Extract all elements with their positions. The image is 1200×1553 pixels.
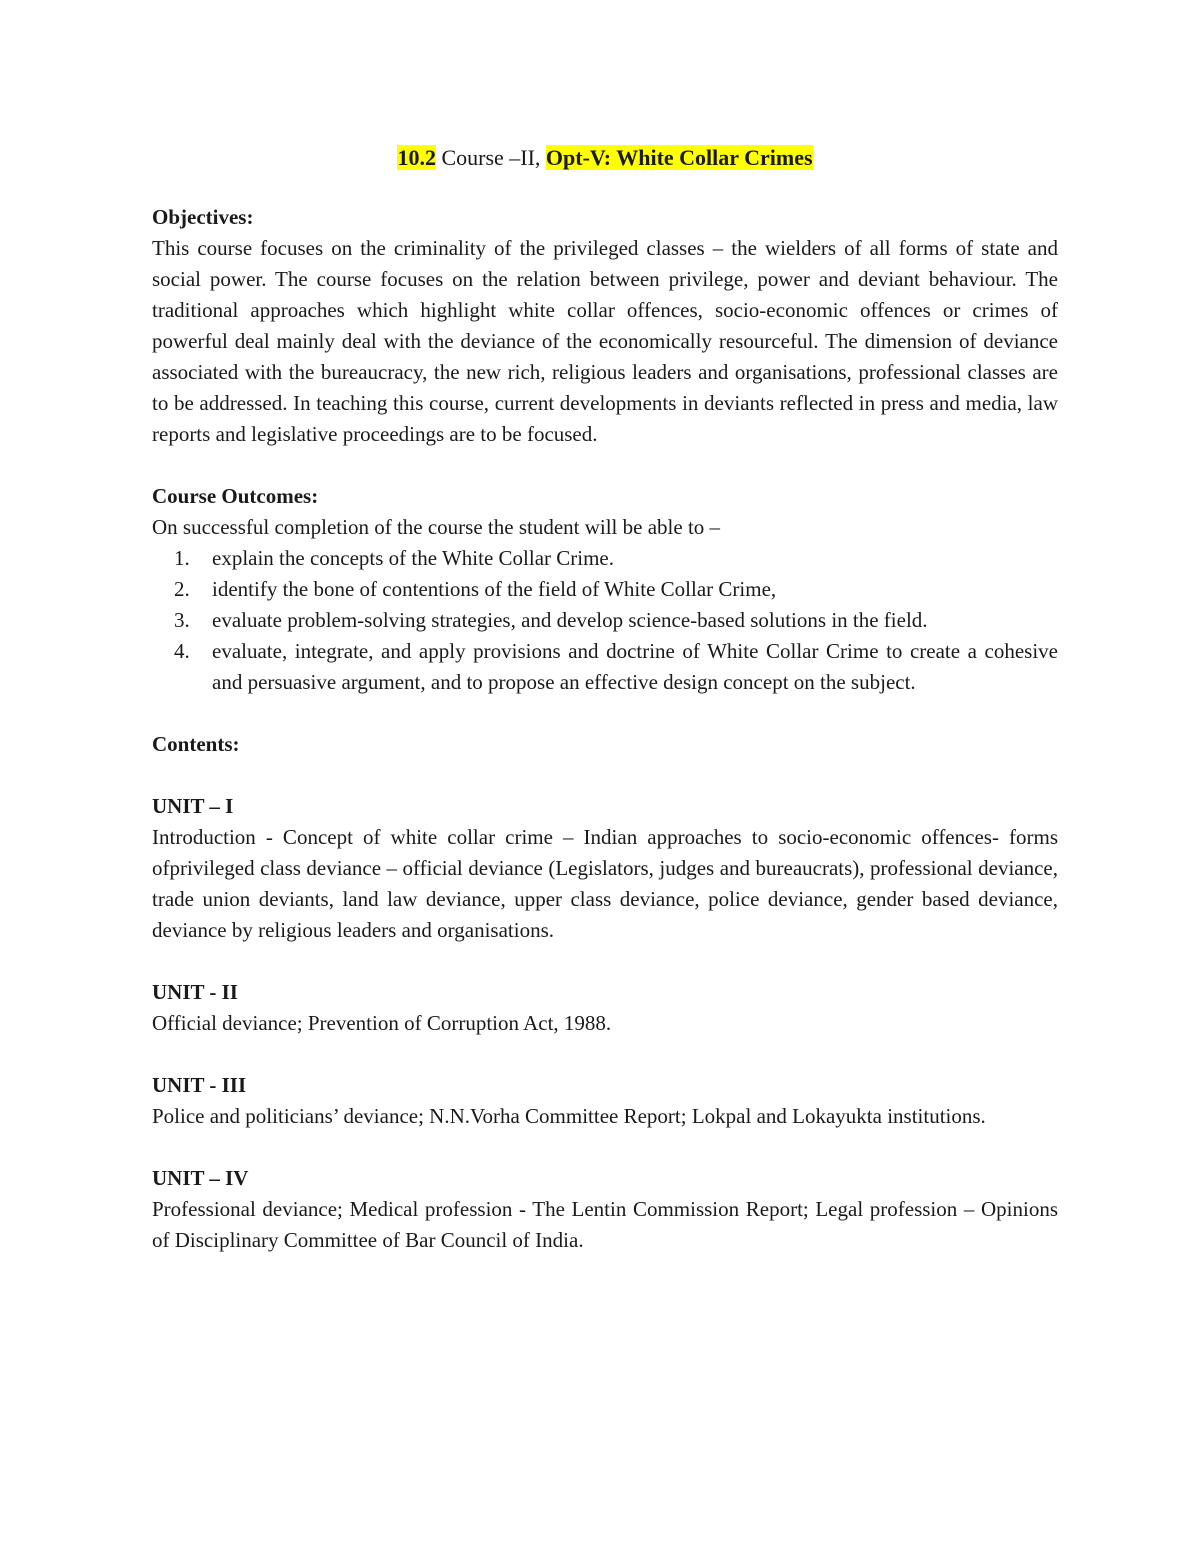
unit-section-4: [152, 1163, 1058, 1256]
list-item-text: explain the concepts of the White Collar Crime.: [212, 546, 614, 570]
list-item-text: evaluate problem-solving strategies, and develop science-based solutions in the field.: [212, 608, 928, 632]
list-item-text: identify the bone of contentions of the field of White Collar Crime,: [212, 577, 777, 601]
unit-heading: UNIT - III: [152, 1073, 247, 1097]
page-title: [152, 141, 1058, 175]
unit-heading: UNIT - II: [152, 980, 238, 1004]
unit-text: Police and politicians’ deviance; N.N.Vorha Committee Report; Lokpal and Lokayukta institutions.: [152, 1104, 986, 1128]
outcomes-section: [152, 481, 1058, 698]
unit-heading: UNIT – I: [152, 794, 234, 818]
objectives-text: This course focuses on the criminality of the privileged classes – the wielders of all forms of state and social power. The course focuses on the relation between privilege, power and deviant behaviour. The traditional approaches which highlight white collar offences, socio-economic offences or crimes of powerful deal mainly deal with the deviance of the economically resourceful. The dimension of deviance associated with the bureaucracy, the new rich, religious leaders and organisations, professional classes are to be addressed. In teaching this course, current developments in deviants reflected in press and media, law reports and legislative proceedings are to be focused.: [152, 236, 1058, 446]
list-item-number: 3.: [174, 608, 190, 632]
list-item-text: evaluate, integrate, and apply provisions and doctrine of White Collar Crime to create a cohesive and persuasive argument, and to propose an effective design concept on the subject.: [212, 639, 1058, 694]
unit-section-1: [152, 791, 1058, 946]
list-item-number: 1.: [174, 546, 190, 570]
list-item: [152, 605, 1058, 636]
contents-heading: Contents:: [152, 732, 240, 756]
title-number: 10.2: [397, 145, 436, 170]
unit-heading: UNIT – IV: [152, 1166, 249, 1190]
objectives-section: [152, 202, 1058, 450]
title-option: Opt-V: White Collar Crimes: [545, 145, 813, 170]
title-course: Course –II,: [435, 145, 546, 170]
list-item: [152, 574, 1058, 605]
unit-text: Official deviance; Prevention of Corruption Act, 1988.: [152, 1011, 612, 1035]
unit-text: Introduction - Concept of white collar crime – Indian approaches to socio-economic offences- forms ofprivileged class deviance – official deviance (Legislators, judges and bureaucrats), professional deviance, trade union deviants, land law deviance, upper class deviance, police deviance, gender based deviance, deviance by religious leaders and organisations.: [152, 825, 1058, 942]
list-item: [152, 636, 1058, 698]
objectives-heading: Objectives:: [152, 205, 254, 229]
outcomes-list: [152, 543, 1058, 698]
outcomes-intro: On successful completion of the course the student will be able to –: [152, 515, 721, 539]
unit-text: Professional deviance; Medical profession - The Lentin Commission Report; Legal profession – Opinions of Disciplinary Committee of Bar Council of India.: [152, 1197, 1058, 1252]
unit-section-3: [152, 1070, 1058, 1132]
list-item-number: 4.: [174, 639, 190, 663]
list-item: [152, 543, 1058, 574]
outcomes-heading: Course Outcomes:: [152, 484, 319, 508]
unit-section-2: [152, 977, 1058, 1039]
list-item-number: 2.: [174, 577, 190, 601]
document-content: [152, 141, 1058, 1256]
